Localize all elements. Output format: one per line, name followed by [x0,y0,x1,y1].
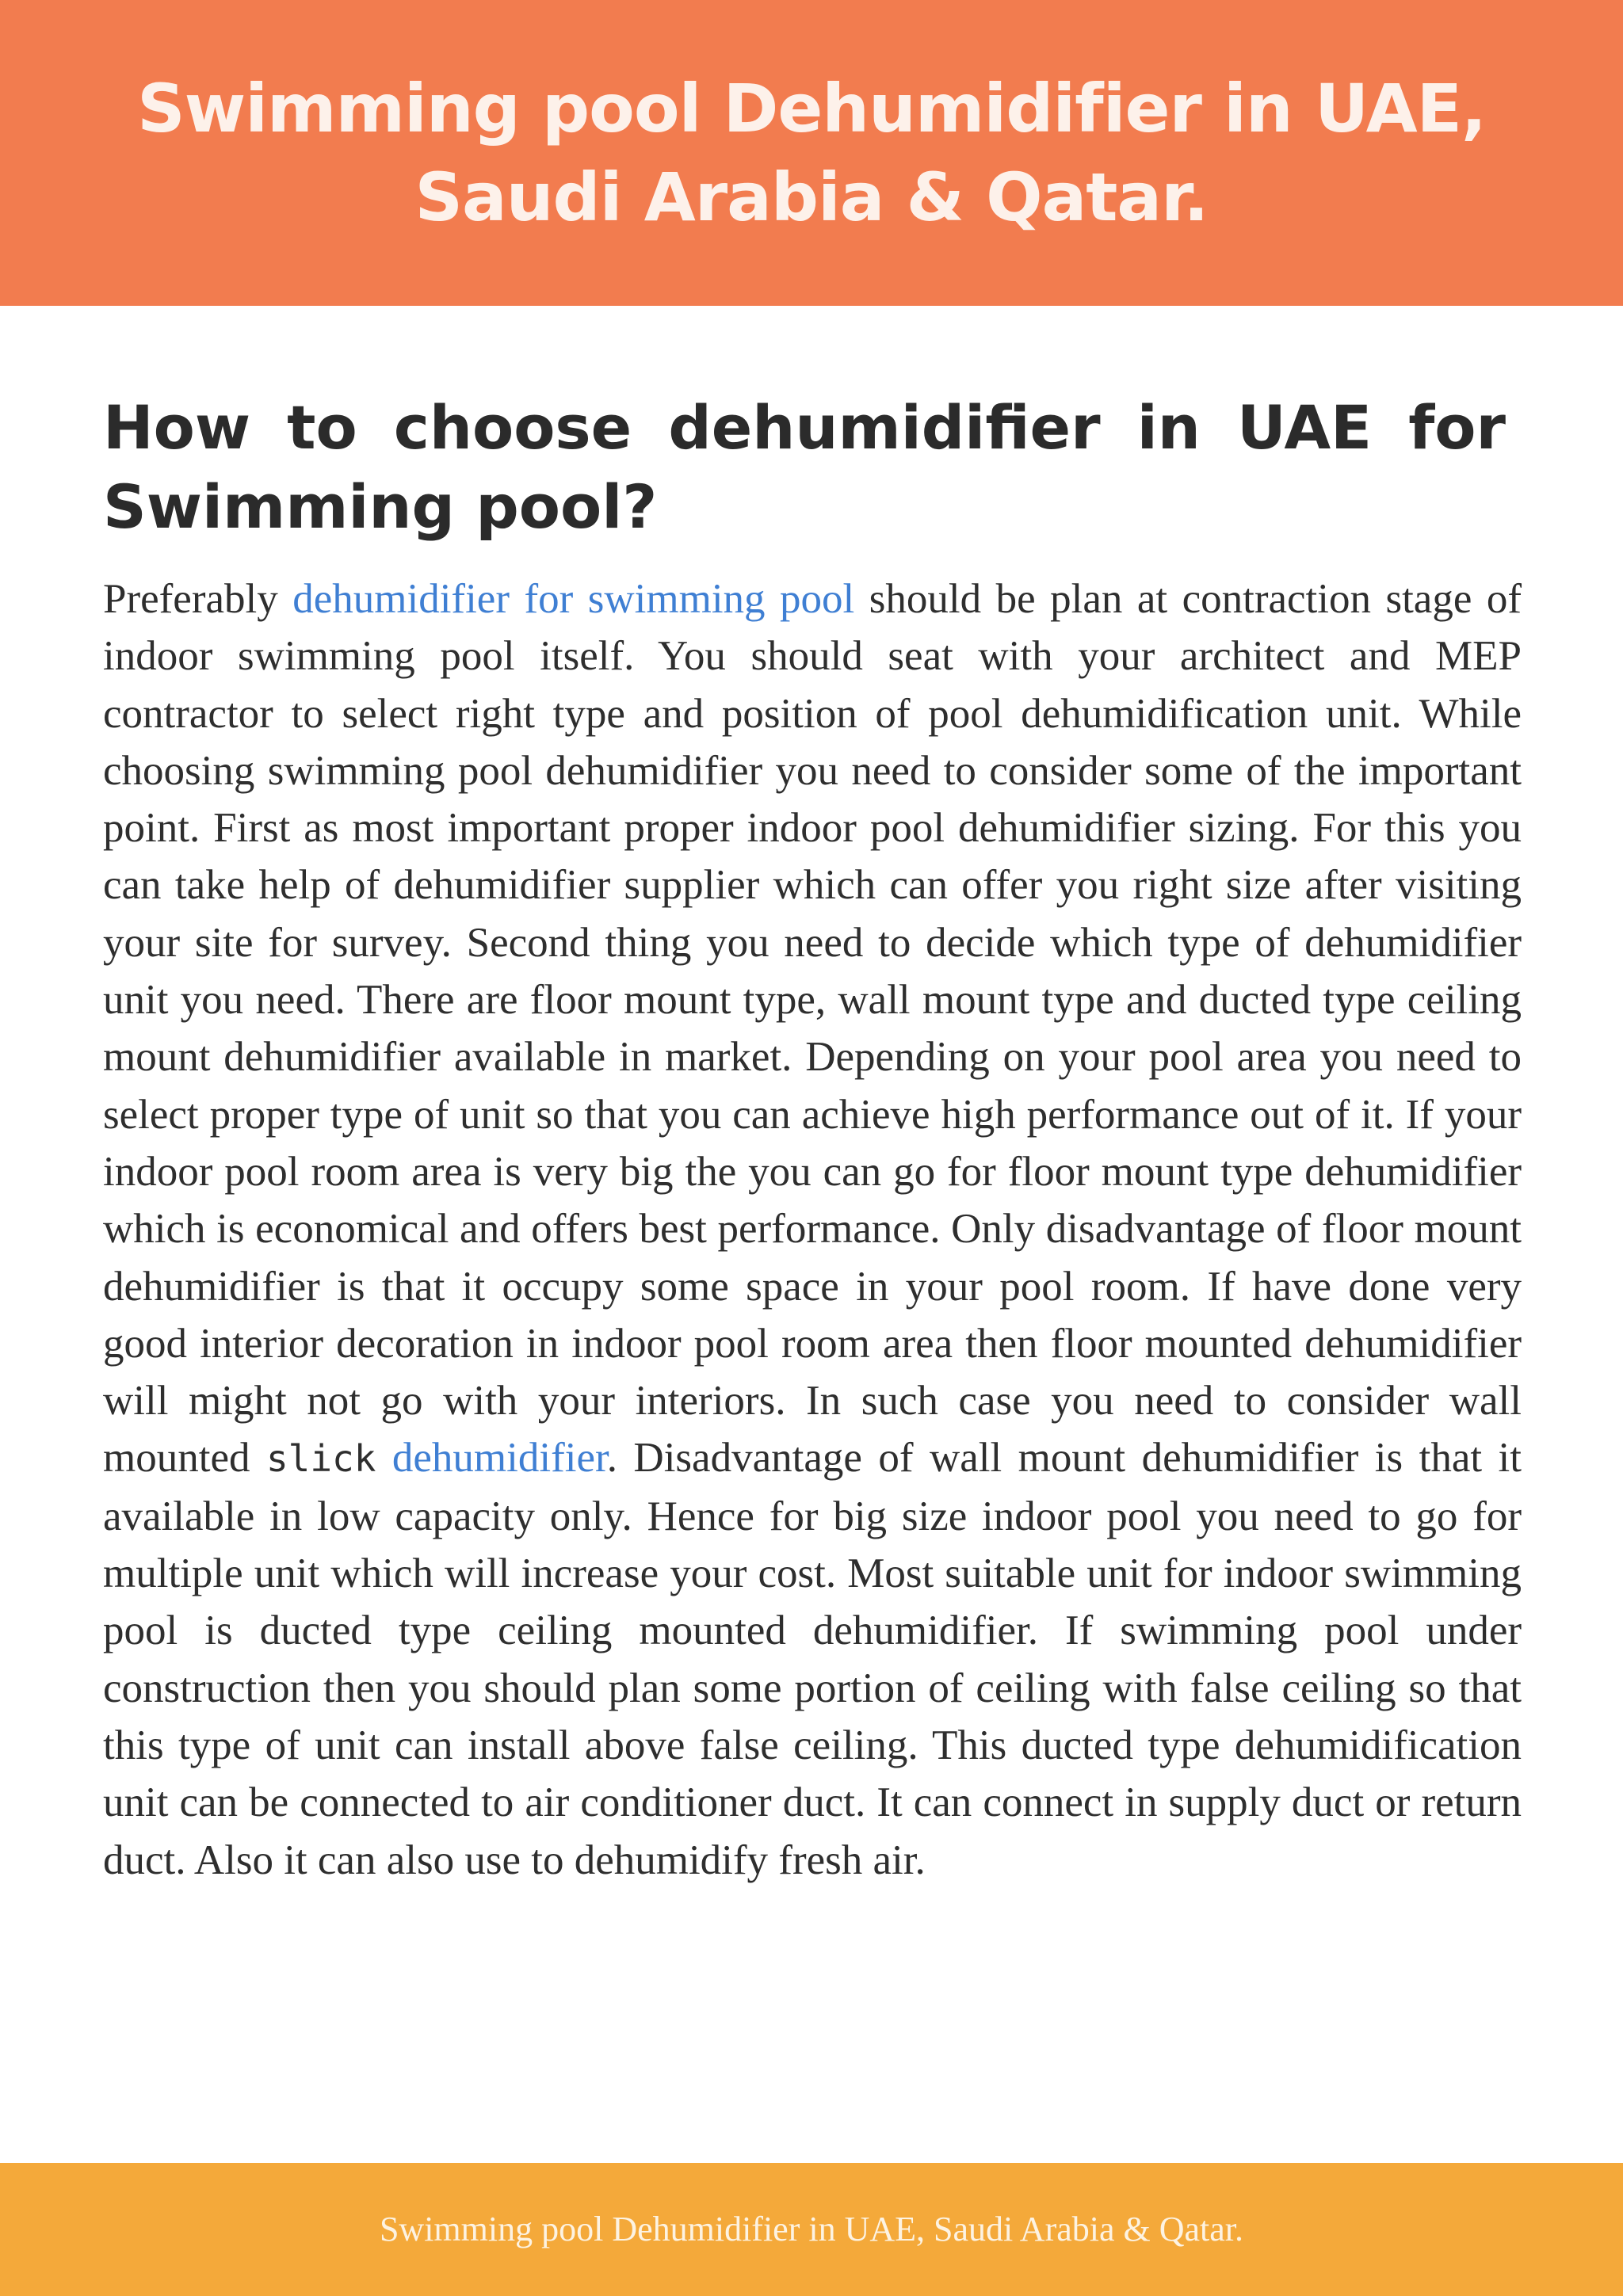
paragraph-text-3 [376,1435,391,1481]
footer-text: Swimming pool Dehumidifier in UAE, Saudi Arabia & Qatar. [379,2210,1244,2248]
footer-bar [0,2163,1623,2296]
page-title: Swimming pool Dehumidifier in UAE, Saudi Arabia & Qatar. [137,70,1486,236]
dehumidifier-link[interactable]: dehumidifier [391,1435,607,1482]
section-heading: How to choose dehumidifier in UAE for Swimming pool? [103,392,1506,542]
paragraph-text-1: Preferably [103,576,293,622]
paragraph-text-2: should be plan at contraction stage of indoor swimming pool itself. You should seat with your architect and MEP contractor to select right type and position of pool dehumidification unit. While choosing swimming pool dehumidifier you need to consider some of the important point. First as most important proper indoor pool dehumidifier sizing. For this you can take help of dehumidifier supplier which can offer you right size after visiting your site for survey. Second thing you need to decide which type of dehumidifier unit you need. There are floor mount type, wall mount type and ducted type ceiling mount dehumidifier available in market. Depending on your pool area you need to select proper type of unit so that you can achieve high performance out of it. If your indoor pool room area is very big the you can go for floor mount type dehumidifier which is economical and offers best performance. Only disadvantage of floor mount dehumidifier is that it occupy some space in your pool room. If have done very good interior decoration in indoor pool room area then floor mounted dehumidifier will might not go with your interiors. In such case you need to consider wall mounted [103,576,1522,1482]
article-content [103,388,1522,1889]
paragraph-text-4: . Disadvantage of wall mount dehumidifier is that it available in low capacity only. Hence for big size indoor pool you need to go for multiple unit which will increase your cost. Most suitable unit for indoor swimming pool is ducted type ceiling mounted dehumidifier. If swimming pool under construction then you should plan some portion of ceiling with false ceiling so that this type of unit can install above false ceiling. This ducted type dehumidification unit can be connected to air conditioner duct. It can connect in supply duct or return duct. Also it can also use to dehumidify fresh air. [103,1435,1522,1883]
paragraph-text-slick: slick [265,1437,376,1481]
dehumidifier-for-swimming-pool-link[interactable]: dehumidifier for swimming pool [292,576,855,622]
body-paragraph [103,570,1522,1889]
header-banner [0,0,1623,306]
